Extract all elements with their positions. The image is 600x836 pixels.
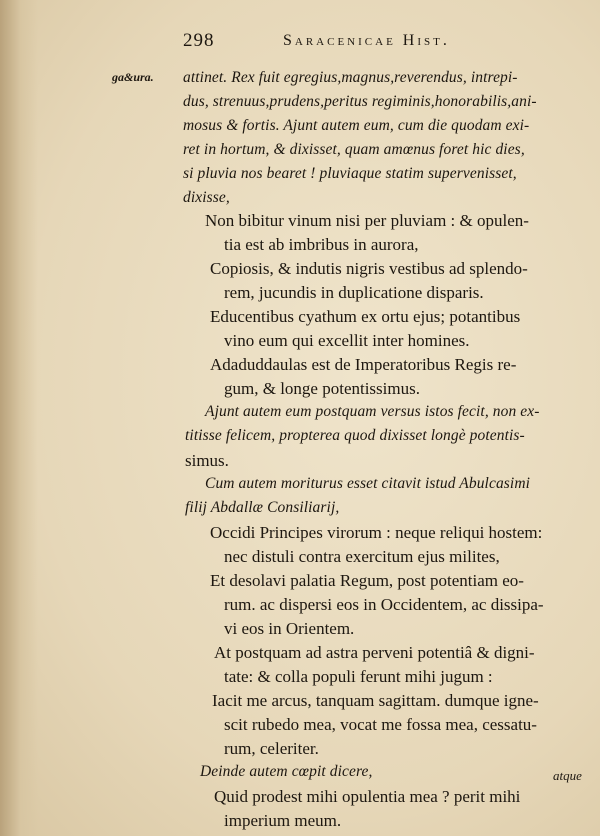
page-number: 298 [183, 30, 215, 51]
page-header [0, 30, 600, 54]
text-line: scit rubedo mea, vocat me fossa mea, cessatu- [224, 715, 537, 734]
text-line: ret in hortum, & dixisset, quam amœnus foret hic dies, [183, 141, 525, 158]
text-line: Occidi Principes virorum : neque reliqui hostem: [210, 523, 543, 542]
text-line: At postquam ad astra perveni potentiâ & digni- [214, 643, 535, 662]
text-line: Quid prodest mihi opulentia mea ? perit mihi [214, 787, 521, 806]
text-line: tate: & colla populi ferunt mihi jugum : [224, 667, 493, 686]
text-line: Deinde autem cœpit dicere, [200, 763, 373, 780]
text-line: simus. [185, 451, 229, 470]
text-line: rum. ac dispersi eos in Occidentem, ac dissipa- [224, 595, 544, 614]
text-line: Et desolavi palatia Regum, post potentiam eo- [210, 571, 524, 590]
page-gutter-shadow [0, 0, 38, 836]
text-line: Cum autem moriturus esset citavit istud Abulcasimi [205, 475, 531, 492]
text-line: mosus & fortis. Ajunt autem eum, cum die quodam exi- [183, 117, 530, 134]
text-line: Copiosis, & indutis nigris vestibus ad splendo- [210, 259, 528, 278]
text-line: vi eos in Orientem. [224, 619, 355, 638]
text-line: tia est ab imbribus in aurora, [224, 235, 419, 254]
text-line: Adaduddaulas est de Imperatoribus Regis re- [210, 355, 517, 374]
margin-note: ga&ura. [112, 70, 154, 84]
text-line: vino eum qui excellit inter homines. [224, 331, 470, 350]
text-line: imperium meum. [224, 811, 342, 830]
text-line: rem, jucundis in duplicatione disparis. [224, 283, 484, 302]
text-line: Educentibus cyathum ex ortu ejus; potantibus [210, 307, 521, 326]
text-line: gum, & longe potentissimus. [224, 379, 420, 398]
text-line: titisse felicem, propterea quod dixisset longè potentis- [185, 427, 525, 444]
text-line: filij Abdallæ Consiliarij, [185, 499, 340, 516]
text-line: si pluvia nos bearet ! pluviaque statim supervenisset, [183, 165, 517, 182]
text-line: Iacit me arcus, tanquam sagittam. dumque igne- [212, 691, 539, 710]
text-line: Ajunt autem eum postquam versus istos fecit, non ex- [205, 403, 540, 420]
catchword: atque [553, 768, 582, 783]
text-line: rum, celeriter. [224, 739, 319, 758]
running-title: Saracenicae Hist. [283, 32, 450, 49]
text-line: Non bibitur vinum nisi per pluviam : & opulen- [205, 211, 529, 230]
text-line: nec distuli contra exercitum ejus milites, [224, 547, 500, 566]
text-line: dixisse, [183, 189, 230, 206]
text-line: dus, strenuus,prudens,peritus regiminis,honorabilis,ani- [183, 93, 537, 110]
text-line: attinet. Rex fuit egregius,magnus,reverendus, intrepi- [183, 69, 518, 86]
